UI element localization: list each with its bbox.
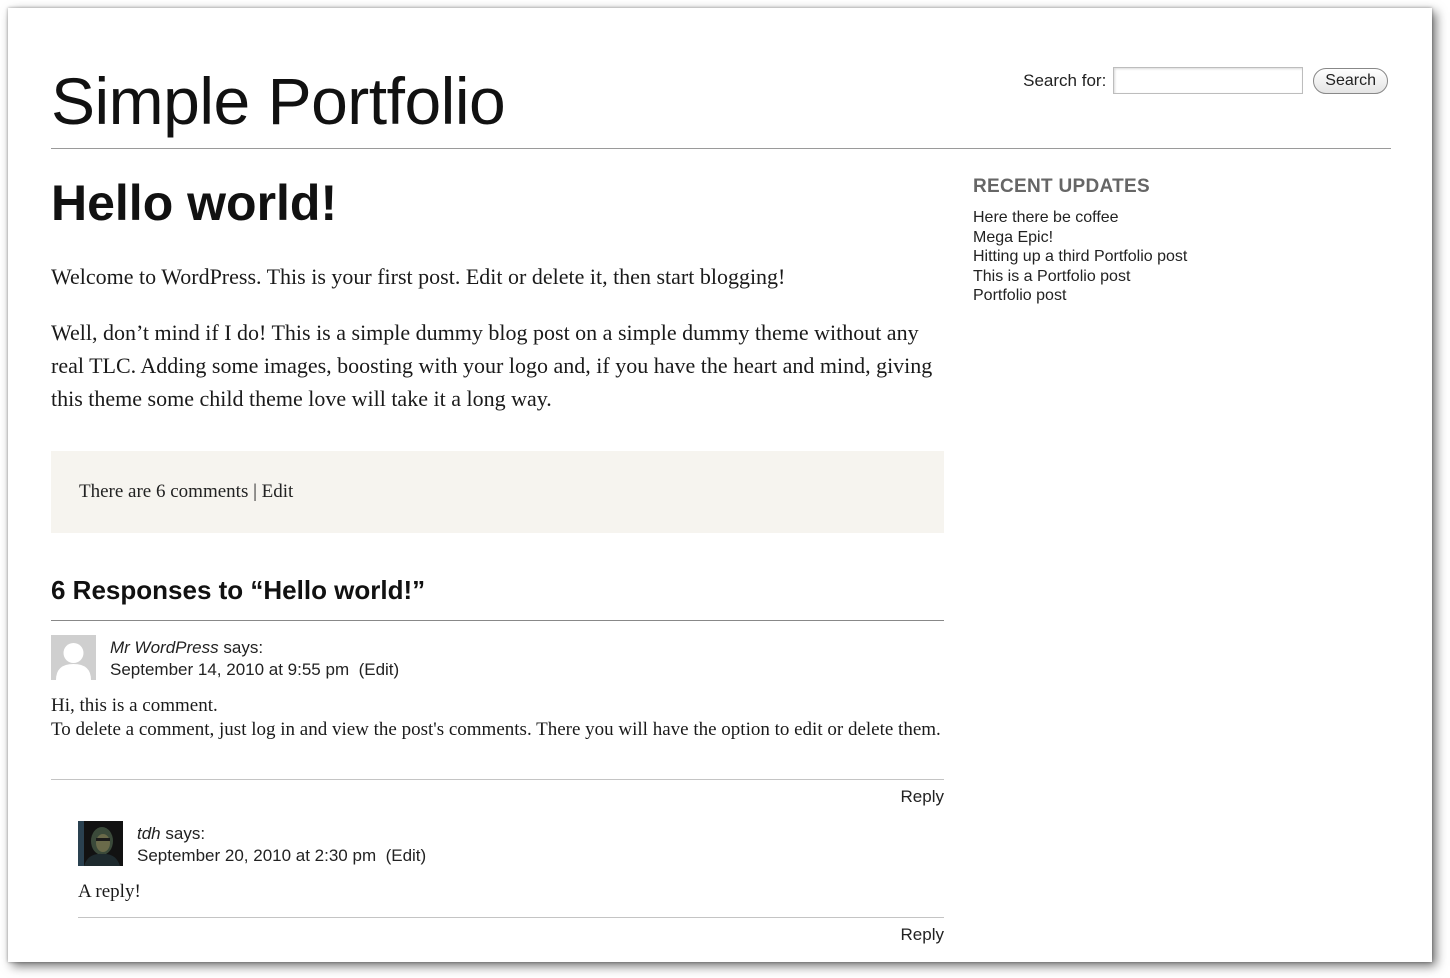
comment-text-line: Hi, this is a comment. — [51, 695, 218, 716]
reply-link[interactable]: Reply — [900, 925, 944, 944]
recent-update-link[interactable]: Here there be coffee — [973, 209, 1119, 226]
post-paragraph: Well, don’t mind if I do! This is a simple dummy blog post on a simple dummy theme without any real TLC. Adding some images, boosting with your logo and, if you have the heart and mind, giving this theme some child theme love will take it a long way. — [51, 320, 933, 411]
post-paragraph: Welcome to WordPress. This is your first post. Edit or delete it, then start blogging! — [51, 264, 786, 289]
search-input[interactable] — [1113, 67, 1303, 94]
search-button[interactable]: Search — [1313, 68, 1388, 94]
user-avatar — [78, 821, 123, 866]
recent-update-link[interactable]: Mega Epic! — [973, 228, 1054, 246]
comment-author-name[interactable]: tdh — [137, 824, 161, 843]
reply-link[interactable]: Reply — [900, 787, 944, 806]
list-item — [973, 267, 1373, 287]
comment-author — [110, 638, 263, 658]
comment-text-line: To delete a comment, just log in and view the post's comments. There you will have the option to edit or delete them. — [51, 719, 941, 740]
recent-update-link[interactable]: Hitting up a third Portfolio post — [973, 248, 1188, 265]
comment-divider — [51, 779, 944, 780]
comment-text — [51, 694, 944, 742]
responses-title: 6 Responses to “Hello world!” — [51, 575, 426, 605]
comments-count-link[interactable]: There are 6 comments — [79, 481, 249, 502]
meta-separator: | — [253, 481, 257, 502]
header-divider — [51, 148, 1391, 149]
comment-divider — [78, 917, 944, 918]
comment-text-line: A reply! — [78, 881, 141, 902]
comment-says: says: — [165, 824, 206, 843]
post-title[interactable]: Hello world! — [51, 175, 338, 231]
comment-date — [110, 660, 399, 680]
comment-says: says: — [223, 638, 264, 657]
comment-text — [78, 880, 944, 904]
comment-author-name[interactable]: Mr WordPress — [110, 638, 219, 657]
list-item — [973, 286, 1373, 306]
comment-date-link[interactable]: September 14, 2010 at 9:55 pm — [110, 660, 350, 679]
comment-date-link[interactable]: September 20, 2010 at 2:30 pm — [137, 846, 377, 865]
comment-edit-link[interactable]: (Edit) — [358, 660, 400, 679]
post-meta-box — [51, 451, 944, 533]
comment-date — [137, 846, 426, 866]
search-label: Search for: — [1023, 70, 1107, 90]
list-item — [973, 247, 1373, 267]
list-item — [973, 208, 1373, 228]
site-title[interactable]: Simple Portfolio — [51, 64, 506, 138]
recent-update-link[interactable]: This is a Portfolio post — [973, 267, 1131, 285]
responses-divider — [51, 620, 944, 621]
sidebar — [973, 176, 1373, 306]
recent-update-link[interactable]: Portfolio post — [973, 287, 1067, 304]
recent-updates-list — [973, 208, 1373, 306]
post-body — [51, 260, 941, 438]
edit-post-link[interactable]: Edit — [261, 481, 294, 502]
browser-page — [8, 8, 1432, 962]
sidebar-title: RECENT UPDATES — [973, 176, 1150, 197]
comment — [51, 635, 944, 805]
search-form — [1023, 67, 1388, 94]
comment-author — [137, 824, 205, 844]
list-item — [973, 228, 1373, 248]
comment-edit-link[interactable]: (Edit) — [385, 846, 427, 865]
default-avatar-icon — [51, 635, 96, 680]
comment — [78, 821, 944, 951]
